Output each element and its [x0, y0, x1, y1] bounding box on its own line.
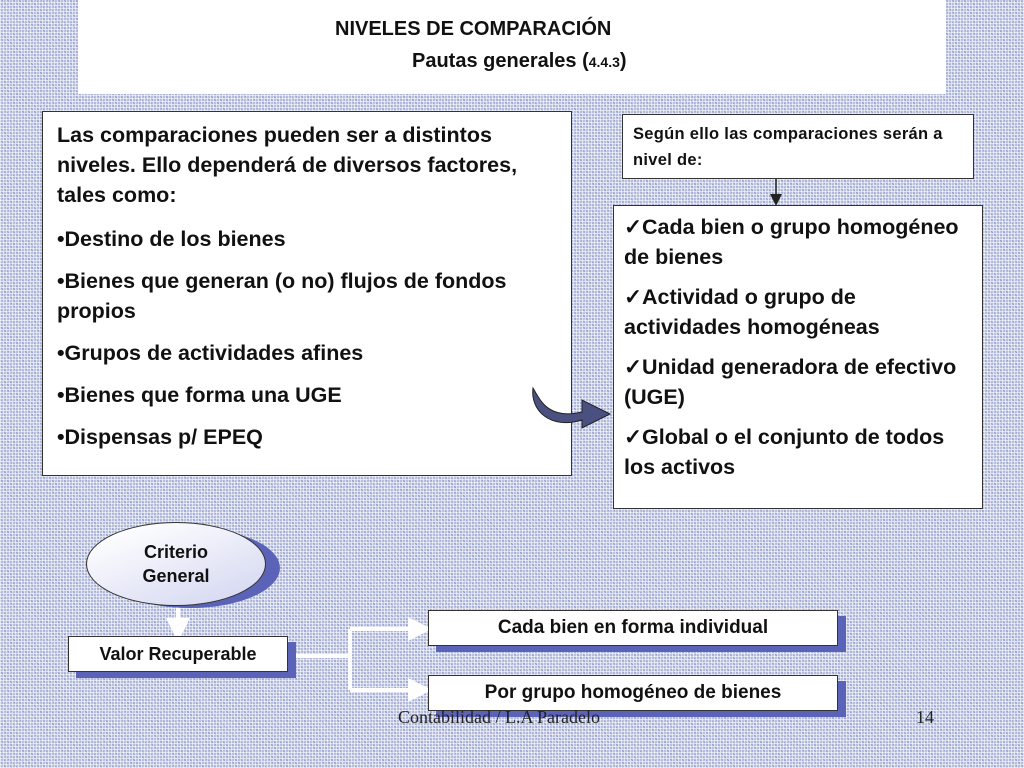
comparison-intro-text: Según ello las comparaciones serán a nivel de: [633, 125, 943, 169]
level-item: ✓Cada bien o grupo homogéneo de bienes [624, 215, 959, 269]
criterio-line2: General [142, 566, 210, 586]
valor-recuperable-node: Valor Recuperable [68, 636, 288, 672]
factor-item: •Dispensas p/ EPEQ [57, 425, 263, 449]
footer-text: Contabilidad / L.A Paradelo [398, 707, 600, 727]
subtitle-reference: 4.4.3 [588, 54, 620, 70]
level-item: ✓Unidad generadora de efectivo (UGE) [624, 355, 957, 409]
level-item: ✓Actividad o grupo de actividades homogéneas [624, 285, 880, 339]
criterio-general-node [86, 522, 266, 606]
factor-item: •Bienes que forma una UGE [57, 383, 342, 407]
factor-item: •Grupos de actividades afines [57, 341, 364, 365]
curved-arrow-icon [533, 388, 610, 428]
subtitle-text: Pautas generales ( [412, 50, 589, 72]
factor-item: •Bienes que generan (o no) flujos de fondos propios [57, 269, 507, 323]
subtitle-close: ) [619, 50, 627, 72]
page-title: NIVELES DE COMPARACIÓN [335, 18, 612, 40]
factor-item: •Destino de los bienes [57, 227, 286, 251]
level-item: ✓Global o el conjunto de todos los activos [624, 425, 945, 479]
page-number: 14 [916, 707, 934, 727]
criterio-line1: Criterio [143, 542, 208, 562]
option-group-node: Por grupo homogéneo de bienes [428, 675, 838, 711]
option-individual-node: Cada bien en forma individual [428, 610, 838, 646]
factors-intro: Las comparaciones pueden ser a distintos niveles. Ello dependerá de diversos factores, tales como: [57, 123, 518, 207]
criterio-label [142, 540, 209, 588]
